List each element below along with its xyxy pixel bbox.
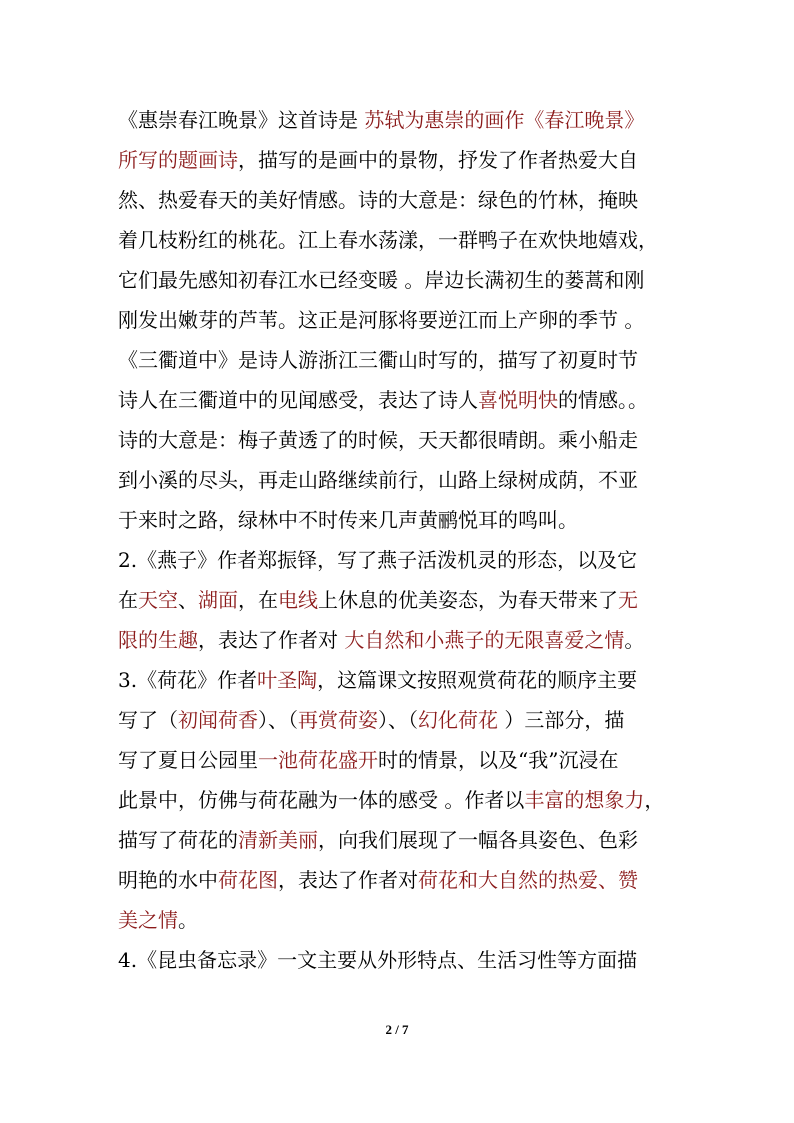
highlighted-text: 无 [618, 588, 638, 612]
text-segment: 它们最先感知初春江水已经变暖 。岸边长满初生的蒌蒿和刚 [118, 268, 645, 292]
highlighted-text: 一池荷花盛开 [258, 748, 378, 772]
text-line [118, 940, 676, 980]
text-line [118, 260, 676, 300]
text-line [118, 460, 676, 500]
text-line [118, 180, 676, 220]
text-line [118, 740, 676, 780]
text-segment: 诗人在三衢道中的见闻感受，表达了诗人 [118, 388, 478, 412]
highlighted-text: 天空 [138, 588, 178, 612]
text-segment: 然、热爱春天的美好情感。诗的大意是：绿色的竹林，掩映 [118, 188, 638, 212]
text-line [118, 580, 676, 620]
text-segment: 《三衢道中》是诗人游浙江三衢山时写的，描写了初夏时节 [118, 348, 638, 372]
text-segment: ，表达了作者对 [198, 628, 345, 652]
text-segment: ）、（ [258, 708, 298, 732]
highlighted-text: 初闻荷香 [178, 708, 258, 732]
text-line [118, 660, 676, 700]
text-line [118, 500, 676, 540]
text-segment: ，向我们展现了一幅各具姿色、色彩 [318, 828, 638, 852]
text-line [118, 420, 676, 460]
text-segment: ，表达了作者对 [278, 868, 418, 892]
text-segment: 诗的大意是：梅子黄透了的时候，天天都很晴朗。乘小船走 [118, 428, 638, 452]
text-segment: 在 [118, 588, 138, 612]
highlighted-text: 喜悦明快 [478, 388, 558, 412]
text-segment: 于来时之路，绿林中不时传来几声黄鹂悦耳的鸣叫。 [118, 508, 578, 532]
text-segment: 着几枝粉红的桃花。江上春水荡漾，一群鸭子在欢快地嬉戏， [118, 228, 658, 252]
text-segment: ，描写的是画中的景物，抒发了作者热爱大自 [238, 148, 638, 172]
text-line [118, 220, 676, 260]
highlighted-text: 清新美丽 [238, 828, 318, 852]
text-line [118, 380, 676, 420]
text-line [118, 540, 676, 580]
highlighted-text: 大自然和小燕子的无限喜爱之情 [344, 628, 625, 652]
text-segment: 。 [624, 628, 645, 652]
text-line [118, 780, 676, 820]
text-line [118, 300, 676, 340]
text-segment: 、 [178, 588, 198, 612]
text-line [118, 700, 676, 740]
highlighted-text: 苏轼为惠崇的画作《春江晚景》 [364, 108, 645, 132]
text-segment: 此景中，仿佛与荷花融为一体的感受 。作者以 [118, 788, 525, 812]
text-segment: 2.《燕子》作者郑振铎，写了燕子活泼机灵的形态，以及它 [118, 548, 638, 572]
highlighted-text: 所写的题画诗 [118, 148, 238, 172]
text-segment: 3.《荷花》作者 [118, 668, 258, 692]
text-segment: 时的情景，以及“我”沉浸在 [378, 748, 619, 772]
text-segment: ，这篇课文按照观赏荷花的顺序主要 [317, 668, 638, 692]
highlighted-text: 荷花和大自然的热爱、赞 [418, 868, 638, 892]
page-number: 2 / 7 [385, 1022, 409, 1037]
text-body [118, 100, 676, 980]
text-line [118, 140, 676, 180]
highlighted-text: 美之情 [118, 908, 178, 932]
text-segment: 刚发出嫩芽的芦苇。这正是河豚将要逆江而上产卵的季节 。 [118, 308, 645, 332]
highlighted-text: 丰富的想象力 [524, 788, 645, 812]
highlighted-text: 幻化荷花 [418, 708, 498, 732]
highlighted-text: 再赏荷姿 [298, 708, 378, 732]
highlighted-text: 电线 [278, 588, 318, 612]
text-line [118, 860, 676, 900]
highlighted-text: 限的生趣 [118, 628, 198, 652]
text-line [118, 820, 676, 860]
text-segment: 的情感。。 [558, 388, 648, 412]
text-segment: 到小溪的尽头，再走山路继续前行，山路上绿树成荫，不亚 [118, 468, 638, 492]
highlighted-text: 荷花图 [218, 868, 278, 892]
text-segment: 上休息的优美姿态，为春天带来了 [318, 588, 618, 612]
highlighted-text: 叶圣陶 [257, 668, 318, 692]
text-segment: 4.《昆虫备忘录》一文主要从外形特点、生活习性等方面描 [118, 948, 638, 972]
text-line [118, 100, 676, 140]
highlighted-text: 湖面 [198, 588, 238, 612]
text-line [118, 340, 676, 380]
text-segment: 《惠崇春江晚景》这首诗是 [118, 108, 365, 132]
text-line [118, 620, 676, 660]
text-segment: 。 [178, 908, 198, 932]
text-line [118, 900, 676, 940]
text-segment: 写了夏日公园里 [118, 748, 258, 772]
text-segment: ， [644, 788, 665, 812]
text-segment: 描写了荷花的 [118, 828, 238, 852]
text-segment: 明艳的水中 [118, 868, 218, 892]
text-segment: ）三部分，描 [498, 708, 625, 732]
text-segment: ，在 [238, 588, 278, 612]
text-segment: 写了（ [118, 708, 178, 732]
text-segment: ）、（ [378, 708, 418, 732]
